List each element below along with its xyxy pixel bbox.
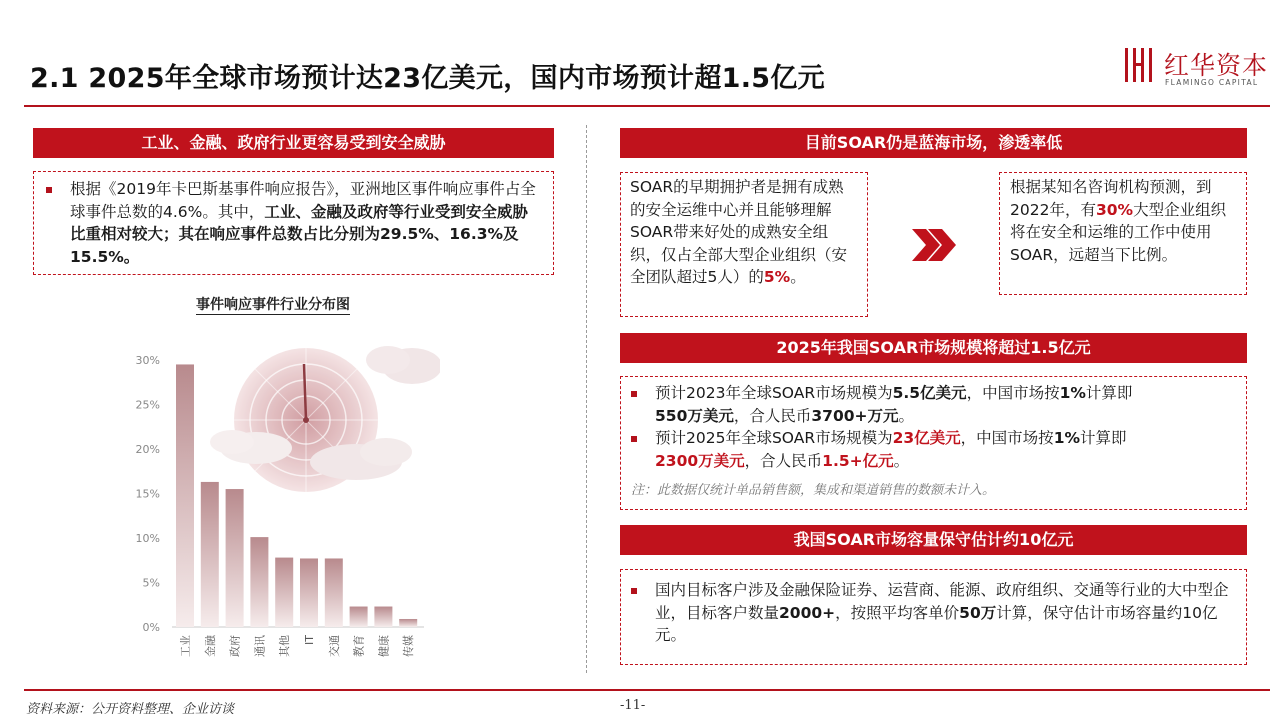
text-plain: 计算，保守估计市场容量约10亿元。 — [655, 603, 1218, 644]
text-plain: 预计2023年全球SOAR市场规模为 — [655, 384, 893, 402]
y-tick-label: 30% — [135, 354, 160, 367]
chart-bar — [374, 607, 392, 627]
text-plain: ，中国市场按 — [960, 429, 1054, 447]
chart-bar — [201, 482, 219, 627]
source-note: 资料来源：公开资料整理、企业访谈 — [26, 702, 235, 717]
logo-english-name: FLAMINGO CAPITAL — [1165, 78, 1259, 87]
chart-bar — [275, 558, 293, 627]
text-plain: 计算即 — [1080, 429, 1127, 447]
bullet-square-icon — [631, 588, 637, 594]
y-tick-label: 15% — [135, 487, 160, 501]
bullet-text-2025 — [655, 427, 1127, 472]
text-bold: 550万美元 — [655, 406, 734, 425]
bullet-square-icon — [631, 436, 637, 442]
early-adopter-text-end: 。 — [790, 268, 806, 286]
x-category-label: 政府 — [228, 635, 242, 657]
early-adopter-text — [630, 176, 858, 289]
x-category-label: 通讯 — [253, 635, 267, 657]
left-bullet-box — [33, 171, 554, 275]
text-plain: 。 — [898, 406, 915, 425]
forecast-text — [1010, 176, 1237, 266]
chart-bar — [300, 558, 318, 627]
market-capacity-box — [620, 569, 1247, 665]
text-plain: ，按照平均客单价 — [835, 603, 960, 622]
text-plain: ，合人民币 — [744, 451, 823, 470]
flamingo-logo-icon — [1122, 44, 1158, 86]
double-chevron-right-icon — [908, 226, 960, 264]
list-item — [631, 427, 1236, 472]
forecast-box — [999, 172, 1247, 295]
text-plain: 预计2025年全球SOAR市场规模为 — [655, 429, 893, 447]
text-bold: 1% — [1053, 429, 1081, 447]
y-tick-label: 20% — [135, 443, 160, 456]
footer-divider — [24, 689, 1270, 691]
left-section-header: 工业、金融、政府行业更容易受到安全威胁 — [33, 128, 554, 158]
bullet-text — [70, 178, 539, 268]
y-tick-label: 5% — [142, 576, 160, 590]
early-adopter-text-plain: SOAR的早期拥护者是拥有成熟的安全运维中心并且能够理解SOAR带来好处的成熟安全组织，仅占全部大型企业组织（安全团队超过5人）的 — [630, 178, 848, 286]
y-tick-label: 0% — [142, 621, 160, 634]
forecast-text-plain: 根据某知名咨询机构预测，到2022年，有 — [1010, 178, 1212, 219]
title-divider — [24, 105, 1270, 107]
company-logo — [1122, 42, 1272, 92]
early-adopter-box — [620, 172, 868, 317]
forecast-text-end: 大型企业组织将在安全和运维的工作中使用SOAR，远超当下比例。 — [1010, 200, 1227, 264]
text-plain: 。 — [893, 451, 910, 470]
list-item — [631, 382, 1236, 427]
text-bold: 2000+ — [779, 603, 836, 622]
y-tick-label: 10% — [135, 532, 160, 545]
chart-bar — [350, 607, 368, 627]
text-plain: ，中国市场按 — [966, 384, 1060, 402]
chart-title: 事件响应事件行业分布图 — [196, 297, 350, 313]
chart-bar — [399, 619, 417, 627]
chart-bar — [250, 537, 268, 627]
y-tick-label: 25% — [135, 398, 160, 412]
x-category-label: 金融 — [203, 635, 217, 657]
industry-distribution-chart — [120, 330, 440, 685]
bullet-text-2023 — [655, 382, 1132, 427]
bullet-square-icon — [631, 391, 637, 397]
x-category-label: 传媒 — [402, 635, 416, 657]
chart-bar — [226, 489, 244, 627]
text-plain: ，合人民币 — [733, 406, 812, 425]
right-section-header-2: 2025年我国SOAR市场规模将超过1.5亿元 — [620, 333, 1247, 363]
text-red: 2300万美元 — [655, 451, 745, 470]
list-item — [46, 178, 539, 268]
text-bold: 50万 — [959, 603, 997, 622]
x-category-label: 工业 — [179, 635, 192, 657]
x-category-label: 教育 — [352, 635, 366, 657]
text-bold: 3700+万元 — [811, 406, 899, 425]
list-item — [631, 579, 1236, 647]
bullet-text-plain: 根据《2019年卡巴斯基事件响应报告》，亚洲地区事件响应事件占全球事件总数的4.6%。其中， — [70, 180, 536, 221]
data-note: 注：此数据仅统计单品销售额，集成和渠道销售的数额未计入。 — [631, 483, 996, 498]
forecast-highlight: 30% — [1095, 200, 1134, 219]
text-bold: 5.5亿美元 — [892, 384, 967, 402]
x-category-label: 健康 — [377, 635, 391, 657]
bullet-text-bold: 工业、金融及政府等行业受到安全威胁比重相对较大；其在响应事件总数占比分别为29.5%、16.3%及15.5%。 — [70, 202, 528, 266]
chart-bar — [325, 558, 343, 627]
market-size-box — [620, 376, 1247, 510]
text-plain: 国内目标客户涉及金融保险证券、运营商、能源、政府组织、交通等行业的大中型企业，目标客户数量 — [655, 581, 1229, 622]
x-category-label: IT — [303, 635, 316, 645]
text-red: 1.5+亿元 — [822, 451, 894, 470]
x-category-label: 交通 — [327, 635, 341, 657]
column-divider — [586, 125, 587, 673]
market-capacity-text — [655, 579, 1236, 647]
early-adopter-highlight: 5% — [763, 268, 791, 286]
right-section-header-1: 目前SOAR仍是蓝海市场，渗透率低 — [620, 128, 1247, 158]
text-bold: 1% — [1059, 384, 1086, 402]
bullet-square-icon — [46, 187, 52, 193]
text-plain: 计算即 — [1085, 384, 1133, 402]
page-number: -11- — [620, 698, 646, 713]
x-category-label: 其他 — [278, 635, 292, 657]
text-red: 23亿美元 — [892, 429, 961, 447]
decorative-radar-illustration — [210, 346, 440, 492]
right-section-header-3: 我国SOAR市场容量保守估计约10亿元 — [620, 525, 1247, 555]
page-title: 2.1 2025年全球市场预计达23亿美元，国内市场预计超1.5亿元 — [30, 63, 825, 94]
logo-chinese-name: 红华资本 — [1164, 51, 1269, 80]
chart-bar — [176, 364, 194, 627]
